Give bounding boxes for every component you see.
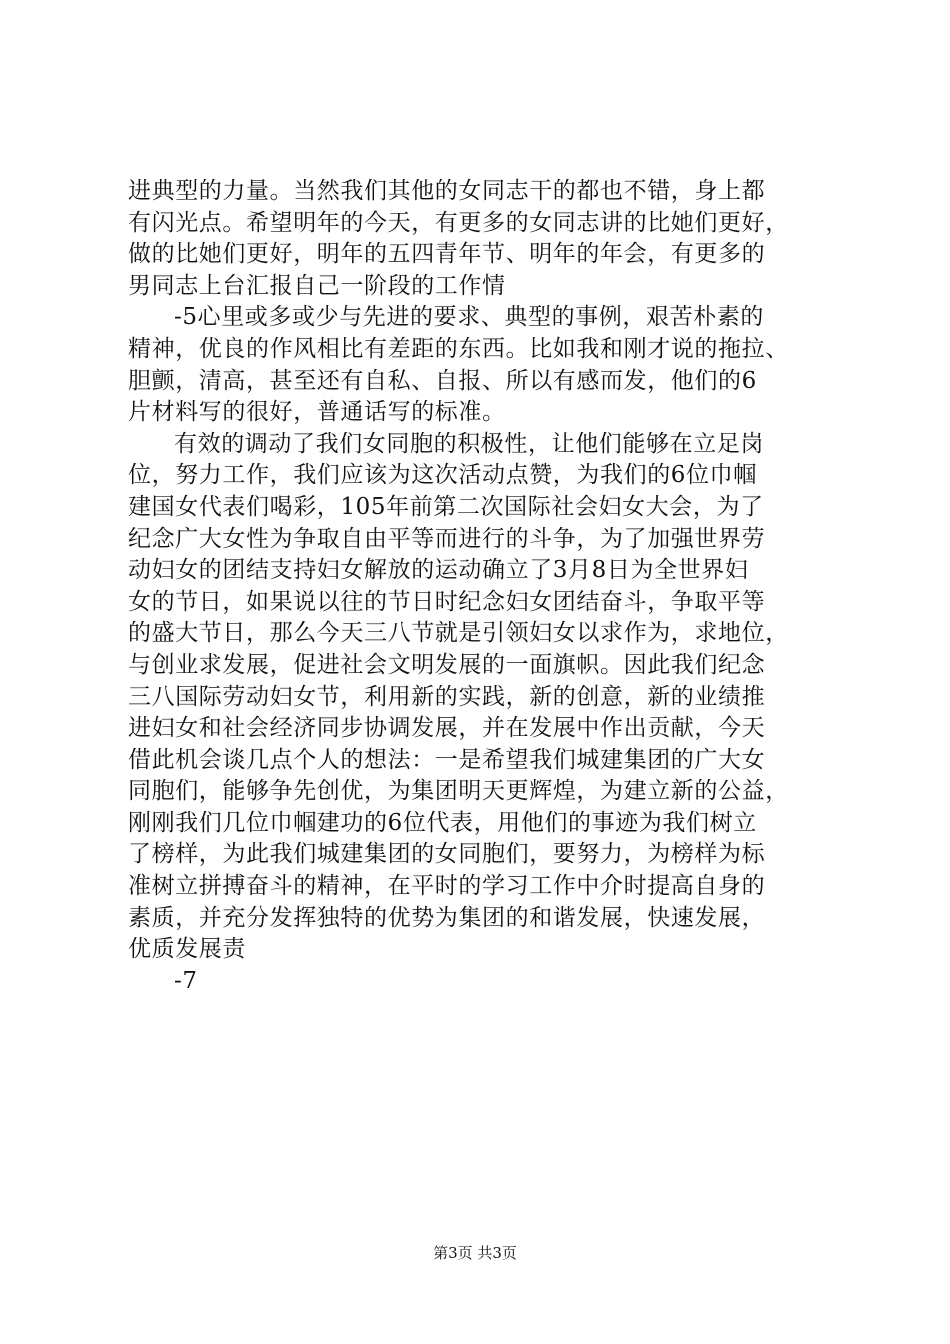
paragraph (128, 429, 834, 966)
text-line: 与创业求发展，促进社会文明发展的一面旗帜。因此我们纪念 (128, 651, 766, 678)
text-line: 同胞们，能够争先创优，为集团明天更辉煌，为建立新的公益， (128, 778, 789, 805)
text-line: 刚刚我们几位巾帼建功的6位代表，用他们的事迹为我们树立 (128, 809, 757, 836)
text-line: 有效的调动了我们女同胞的积极性，让他们能够在立足岗 (174, 430, 764, 457)
text-line: 男同志上台汇报自己一阶段的工作情 (128, 272, 506, 299)
text-line: -7 (174, 967, 198, 994)
text-line: 纪念广大女性为争取自由平等而进行的斗争，为了加强世界劳 (128, 525, 766, 552)
text-line: 借此机会谈几点个人的想法：一是希望我们城建集团的广大女 (128, 746, 766, 773)
text-line: 片材料写的很好，普通话写的标准。 (128, 399, 506, 426)
text-line: 优质发展责 (128, 936, 246, 963)
text-line: 建国女代表们喝彩，105年前第二次国际社会妇女大会，为了 (128, 493, 764, 520)
text-line: 进典型的力量。当然我们其他的女同志干的都也不错，身上都 (128, 178, 766, 204)
document-body (128, 176, 834, 997)
text-line: 了榜样，为此我们城建集团的女同胞们，要努力，为榜样为标 (128, 841, 766, 868)
text-line: 准树立拼搏奋斗的精神，在平时的学习工作中介时提高自身的 (128, 873, 766, 900)
paragraph (128, 176, 834, 302)
page-number-footer: 第3页 共3页 (433, 1244, 517, 1262)
text-line: 的盛大节日，那么今天三八节就是引领妇女以求作为，求地位， (128, 620, 789, 647)
text-line: 胆颤，清高，甚至还有自私、自报、所以有感而发，他们的6 (128, 367, 757, 394)
text-line: 动妇女的团结支持妇女解放的运动确立了3月8日为全世界妇 (128, 557, 749, 584)
text-line: 素质，并充分发挥独特的优势为集团的和谐发展，快速发展， (128, 904, 766, 931)
text-line: 有闪光点。希望明年的今天，有更多的女同志讲的比她们更好， (128, 209, 789, 236)
paragraph (128, 966, 834, 998)
text-line: 女的节日，如果说以往的节日时纪念妇女团结奋斗，争取平等 (128, 588, 766, 615)
text-line: 做的比她们更好，明年的五四青年节、明年的年会，有更多的 (128, 241, 766, 268)
text-line: 精神，优良的作风相比有差距的东西。比如我和刚才说的拖拉、 (128, 335, 789, 362)
paragraph (128, 302, 834, 428)
text-line: -5心里或多或少与先进的要求、典型的事例，艰苦朴素的 (174, 304, 765, 331)
text-line: 位，努力工作，我们应该为这次活动点赞，为我们的6位巾帼 (128, 462, 757, 489)
text-line: 进妇女和社会经济同步协调发展，并在发展中作出贡献，今天 (128, 715, 766, 742)
text-line: 三八国际劳动妇女节，利用新的实践，新的创意，新的业绩推 (128, 683, 766, 710)
